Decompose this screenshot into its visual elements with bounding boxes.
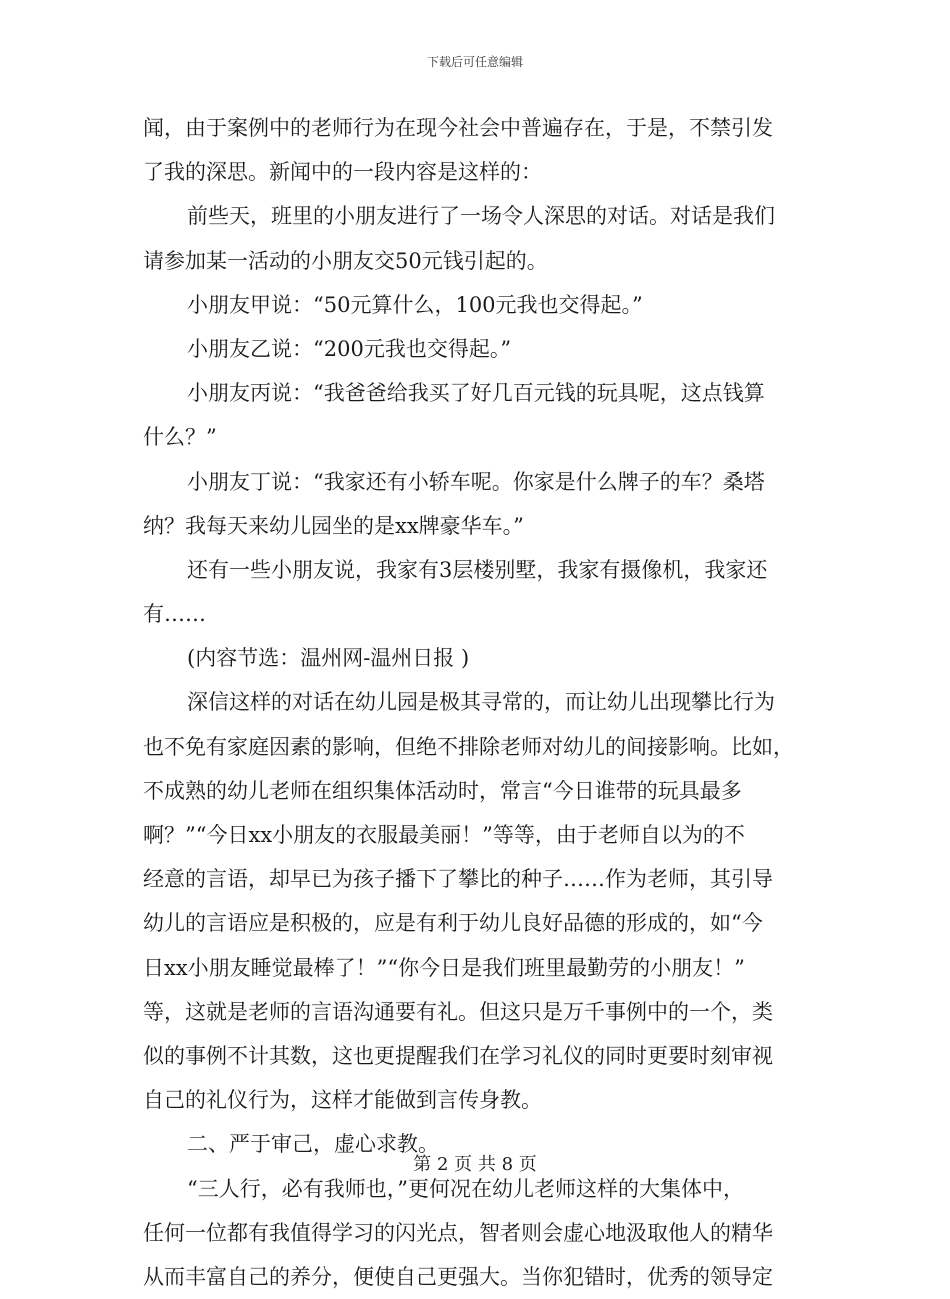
page-number: 第 2 页 共 8 页 [413, 1154, 537, 1175]
text-line: 有…… [143, 602, 206, 627]
text-line: 从而丰富自己的养分，便使自己更强大。当你犯错时，优秀的领导定 [143, 1264, 773, 1289]
text-line: 不成熟的幼儿老师在组织集体活动时，常言“今日谁带的玩具最多 [143, 778, 742, 803]
text-line: 纳？我每天来幼儿园坐的是xx牌豪华车。” [143, 513, 524, 538]
text-line: 任何一位都有我值得学习的闪光点，智者则会虚心地汲取他人的精华 [143, 1220, 773, 1245]
text-line: 小朋友甲说：“50元算什么，100元我也交得起。” [187, 292, 643, 317]
text-line: 什么？” [143, 425, 217, 450]
text-line: 似的事例不计其数，这也更提醒我们在学习礼仪的同时更要时刻审视 [143, 1043, 773, 1068]
text-line: 前些天，班里的小朋友进行了一场令人深思的对话。对话是我们 [187, 204, 775, 229]
text-line: 小朋友丁说：“我家还有小轿车呢。你家是什么牌子的车？桑塔 [187, 469, 765, 494]
text-line: 经意的言语，却早已为孩子播下了攀比的种子……作为老师，其引导 [143, 867, 773, 892]
document-body [143, 106, 807, 1299]
text-line: 深信这样的对话在幼儿园是极其寻常的，而让幼儿出现攀比行为 [187, 690, 775, 715]
text-line: 幼儿的言语应是积极的，应是有利于幼儿良好品德的形成的，如“今 [143, 911, 763, 936]
text-line: 小朋友丙说：“我爸爸给我买了好几百元钱的玩具呢，这点钱算 [187, 381, 765, 406]
text-line: “三人行，必有我师也，”更何况在幼儿老师这样的大集体中， [187, 1176, 744, 1201]
text-line: 闻，由于案例中的老师行为在现今社会中普遍存在，于是，不禁引发 [143, 116, 773, 140]
text-line: 了我的深思。新闻中的一段内容是这样的： [143, 160, 542, 185]
section-heading: 二、严于审己，虚心求教。 [187, 1132, 439, 1157]
text-line: 请参加某一活动的小朋友交50元钱引起的。 [143, 248, 548, 273]
source-note: (内容节选：温州网-温州日报 ) [187, 646, 470, 671]
text-line: 日xx小朋友睡觉最棒了！”“你今日是我们班里最勤劳的小朋友！” [143, 955, 745, 980]
text-line: 自己的礼仪行为，这样才能做到言传身教。 [143, 1088, 542, 1113]
page-header: 下载后可任意编辑 [426, 55, 523, 69]
text-line: 也不免有家庭因素的影响，但绝不排除老师对幼儿的间接影响。比如， [143, 734, 794, 759]
text-line: 等，这就是老师的言语沟通要有礼。但这只是万千事例中的一个，类 [143, 999, 773, 1024]
text-line: 啊？”“今日xx小朋友的衣服最美丽！”等等，由于老师自以为的不 [143, 823, 745, 847]
text-line: 小朋友乙说：“200元我也交得起。” [187, 336, 512, 361]
text-line: 还有一些小朋友说，我家有3层楼别墅，我家有摄像机，我家还 [187, 557, 768, 582]
